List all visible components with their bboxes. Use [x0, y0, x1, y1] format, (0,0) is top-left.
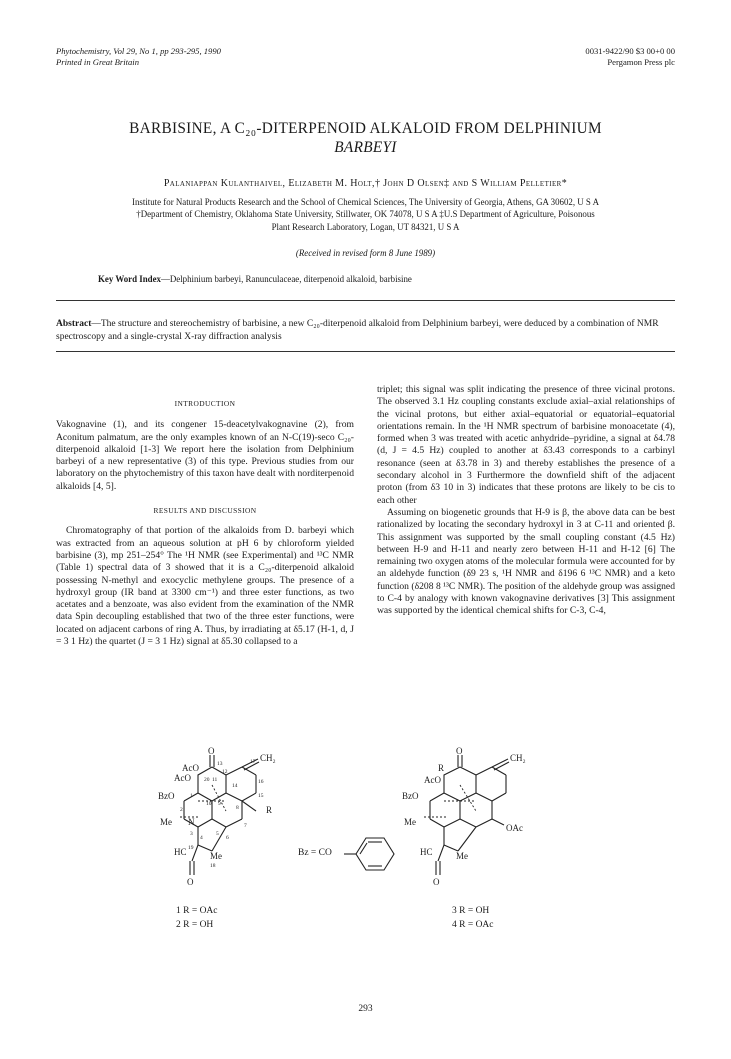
locant: 15: [258, 793, 264, 799]
left-column: [56, 398, 354, 648]
compound-2-label: 2 R = OH: [176, 920, 214, 930]
bz-definition: [298, 848, 332, 858]
abstract-rule: [56, 351, 675, 352]
atom-label: O: [208, 746, 215, 756]
compound-4-label: 4 R = OAc: [452, 920, 494, 930]
atom-label: HC: [420, 847, 433, 857]
results-paragraph: Chromatography of that portion of the alkaloids from D. barbeyi which was extracted from an aqueous solution at pH 6 by chloroform yielded barbisine (3), mp 251–254° The ¹H NMR (see Experimental) and ¹³C NMR (Table 1) spectral data of 3 showed that it is a C₂₀-diterpenoid alkaloid possessing N-methyl and exocyclic methylene groups. The presence of a hydroxyl group (IR band at 3300 cm⁻¹) and three ester functions, as two acetates and a benzoate, was also evident from the examination of the NMR data Spin decoupling established that two of the three ester functions, were located on adjacent carbons of ring A. Thus, by irradiating at δ5.17 (H-1, d, J = 3 1 Hz) the quartet (J = 3 1 Hz) signal at δ5.30 collapsed to a: [56, 525, 354, 648]
atom-label: Me: [210, 851, 222, 861]
locant: 8: [236, 805, 239, 811]
introduction-heading: INTRODUCTION: [174, 399, 236, 408]
locant: 12: [222, 769, 228, 775]
locant: 2: [180, 807, 183, 813]
structure-3-4: [398, 745, 548, 885]
issn-code: 0031-9422/90 $3 00+0 00: [585, 46, 675, 56]
structure-1-2: [160, 745, 310, 885]
received-date: (Received in revised form 8 June 1989): [295, 248, 436, 258]
title-line-2: BARBEYI: [334, 139, 397, 156]
locant: 11: [212, 777, 218, 783]
abstract-label: Abstract: [56, 319, 92, 329]
author-list: Palaniappan Kulanthaivel, Elizabeth M. Holt,† John D Olsen‡ and S William Pelletier*: [163, 178, 568, 189]
atom-label: HC: [174, 847, 187, 857]
right-paragraph-2: Assuming on biogenetic grounds that H-9 is β, the above data can be best rationalized by locating the secondary hydroxyl in 3 at C-11 and oriented β. This assignment was supported by the small coupling constant (4.5 Hz) between H-9 and H-11 and nearly zero between H-11 and H-12 [6] The remaining two oxygen atoms of the molecular formula were accounted for by an aldehyde function (δ9 23 s, ¹H NMR and δ196 6 ¹³C NMR) and a keto function (δ208 8 ¹³C NMR). The position of the aldehyde group was assigned to C-4 by analogy with known vakognavine derivatives [3] This assignment was supported by the identical chemical shifts for C-3, C-4,: [377, 506, 675, 617]
atom-label: AcO: [174, 773, 191, 783]
top-rule: [56, 300, 675, 301]
right-column: [377, 384, 675, 618]
affiliation-line: Institute for Natural Products Research and the School of Chemical Sciences, The University of Georgia, Athens, GA 30602, U S A: [132, 197, 599, 207]
atom-label: CH₂: [510, 753, 526, 763]
abstract-text: —The structure and stereochemistry of barbisine, a new C₂₀-diterpenoid alkaloid from Delphinium barbeyi, were deduced by a combination of NMR spectroscopy and a single-crystal X-ray diffraction analysis: [56, 319, 659, 342]
atom-label: Me: [404, 817, 416, 827]
benzene-ring: [344, 834, 400, 874]
atom-label: BzO: [402, 791, 419, 801]
compound-labels-right: [452, 904, 494, 932]
locant: 19: [188, 845, 194, 851]
locant: 20: [204, 777, 210, 783]
affiliation-line: †Department of Chemistry, Oklahoma State University, Stillwater, OK 74078, U S A ‡U.S Department of Agriculture, Poisonous: [136, 209, 595, 220]
locant: 7: [244, 823, 247, 829]
atom-label: R: [266, 805, 273, 815]
journal-citation: Phytochemistry, Vol 29, No 1, pp 293-295, 1990: [56, 46, 221, 56]
publisher: Pergamon Press plc: [607, 57, 675, 67]
locant: 16: [258, 779, 264, 785]
right-paragraph-1: triplet; this signal was split indicating the presence of three vicinal protons. The observed 3.1 Hz coupling constants exclude axial–axial relationships of the vicinal protons, but either axial–equatorial or equatorial–equatorial orientations remain. In the ¹H NMR spectrum of barbisine monoacetate (4), formed when 3 was treated with acetic anhydride–pyridine, a signal at δ4.78 (d, J = 4.5 Hz) coupled to another at δ3.43 corresponds to a carbinyl resonance (seen at δ3.78 in 3) and thereby establishes the presence of a secondary alcohol in 3 Furthermore the downfield shift of the adjacent proton (from δ3 10 in 3) indicates that these protons are likely to be cis to each other: [377, 384, 675, 506]
results-heading: RESULTS AND DISCUSSION: [153, 506, 257, 516]
printed-in: Printed in Great Britain: [56, 57, 139, 67]
atom-label: O: [433, 877, 440, 887]
locant: 3: [190, 831, 193, 837]
keyword-text: —Delphinium barbeyi, Ranunculaceae, diterpenoid alkaloid, barbisine: [160, 274, 412, 284]
atom-label: AcO: [424, 775, 441, 785]
atom-label: R: [438, 763, 445, 773]
abstract: [56, 318, 675, 343]
locant: 9: [218, 801, 221, 807]
atom-label: N: [188, 817, 195, 827]
publisher-header: [585, 46, 675, 68]
locant: 5: [216, 831, 219, 837]
locant: 6: [226, 835, 229, 841]
page-number: 293: [358, 1004, 373, 1014]
bz-label: Bz = CO: [298, 848, 332, 858]
compound-1-label: 1 R = OAc: [176, 906, 218, 916]
intro-paragraph: Vakognavine (1), and its congener 15-deacetylvakognavine (2), from Aconitum palmatum, are the only examples known of an N-C(19)-seco C₂₀-diterpenoid alkaloid [1-3] We report here the isolation from Delphinium barbeyi of a new representative (3) of this type. Previous studies from our laboratory on the phytochemistry of this taxon have dealt with norditerpenoid alkaloids [4, 5].: [56, 419, 354, 492]
locant: 4: [200, 835, 203, 841]
compound-labels-left: [176, 904, 218, 932]
locant: 13: [217, 761, 223, 767]
atom-label: CH₂: [260, 753, 276, 763]
paper-title: [56, 119, 675, 157]
atom-label: BzO: [158, 791, 175, 801]
atom-label: Me: [456, 851, 468, 861]
locant: 14: [232, 783, 238, 789]
locant: 10: [206, 801, 212, 807]
affiliation-line: Plant Research Laboratory, Logan, UT 84321, U S A: [271, 221, 460, 232]
atom-label: Me: [160, 817, 172, 827]
affiliations: [56, 196, 675, 233]
locant: 18: [210, 863, 216, 869]
atom-label: AcO: [182, 763, 199, 773]
atom-label: O: [456, 746, 463, 756]
keyword-label: Key Word Index: [98, 274, 161, 284]
keyword-index: [98, 274, 412, 284]
atom-label: O: [187, 877, 194, 887]
compound-3-label: 3 R = OH: [452, 906, 490, 916]
locant: 17: [250, 759, 256, 765]
journal-header: [56, 46, 221, 68]
atom-label: OAc: [506, 823, 523, 833]
locant: 1: [190, 793, 193, 799]
title-line-1: BARBISINE, A C₂₀-DITERPENOID ALKALOID FROM DELPHINIUM: [129, 120, 602, 137]
